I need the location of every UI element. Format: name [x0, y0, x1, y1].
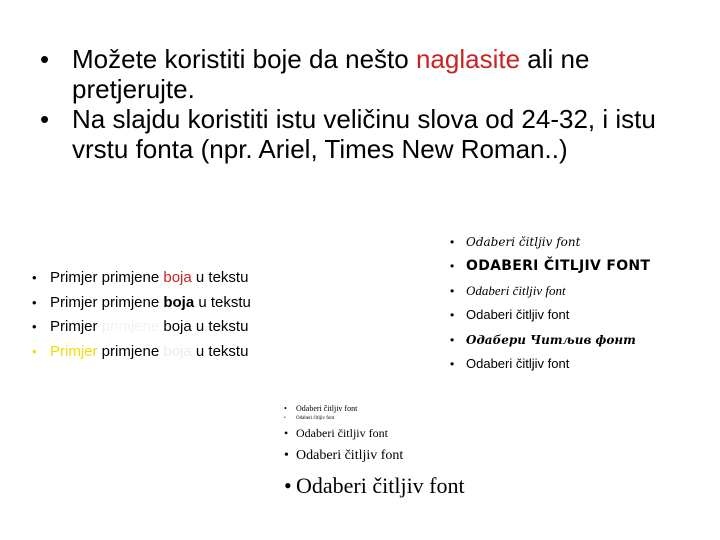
bullet-dot: • [32, 294, 37, 310]
color-example-word: boja [163, 269, 192, 286]
size-example-list [284, 404, 465, 504]
color-example-word: primjene [97, 293, 164, 311]
main-bullet-colors [36, 44, 696, 104]
color-example-word: boja [163, 318, 192, 335]
font-example-item [446, 303, 650, 327]
highlighted-word: naglasite [415, 44, 521, 74]
size-example-text: Odaberi čitljiv font [296, 404, 358, 413]
color-example-word: Primjer [50, 318, 98, 335]
font-example-item [446, 328, 650, 352]
size-example-item [284, 414, 465, 423]
bullet-dot: • [40, 104, 50, 134]
bullet-dot: • [450, 235, 455, 249]
color-example-word: primjene [97, 318, 164, 335]
bullet-dot: • [32, 319, 37, 334]
font-example-text: Odaberi čitljiv font [466, 235, 581, 249]
bullet-dot: • [284, 473, 292, 498]
font-example-text: Одабери Читљив фонт [466, 332, 636, 347]
color-example-word: Primjer [50, 342, 98, 360]
color-example-word: boja [163, 342, 192, 360]
color-example-word: u tekstu [191, 269, 249, 286]
size-example-text: Odaberi čitljiv font [296, 473, 465, 498]
bullet-dot: • [284, 416, 286, 421]
size-example-item [284, 468, 465, 504]
font-example-text: Odaberi čitljiv font [466, 282, 566, 298]
font-example-text: Odaberi čitljiv font [466, 307, 570, 323]
size-example-item [284, 423, 465, 444]
color-example-word: primjene [97, 342, 164, 360]
bullet-dot: • [32, 343, 37, 359]
color-example-word: u tekstu [194, 293, 251, 311]
bullet-dot: • [450, 332, 455, 347]
font-example-text: ODABERI ČITLJIV FONT [466, 258, 651, 275]
font-example-item [446, 352, 650, 376]
color-example-word: u tekstu [191, 342, 249, 360]
font-example-item [446, 254, 650, 278]
bullet-dot: • [450, 283, 455, 298]
main-bullet-fonts [36, 104, 696, 164]
size-example-text: Odaberi čitljiv font [296, 416, 335, 421]
bullet-dot: • [284, 448, 289, 463]
color-example-word: u tekstu [191, 318, 249, 335]
color-example-word: Primjer [50, 269, 98, 286]
bullet-dot: • [450, 259, 455, 274]
color-example-item [28, 266, 251, 291]
bullet-text: Na slajdu koristiti istu veličinu slova od 24-32, i istu vrstu fonta (npr. Ariel, Times New Roman..) [72, 104, 656, 164]
size-example-text: Odaberi čitljiv font [296, 448, 404, 463]
font-example-list [446, 230, 650, 376]
bullet-dot: • [450, 308, 455, 323]
size-example-item [284, 404, 465, 414]
size-example-item [284, 444, 465, 468]
font-example-text: Odaberi čitljiv font [466, 355, 570, 371]
bullet-text-part: ali ne pretjerujte. [72, 44, 590, 104]
color-example-list [28, 266, 251, 364]
bullet-dot: • [450, 356, 455, 371]
font-example-item [446, 279, 650, 303]
color-example-item [28, 340, 251, 365]
font-example-item [446, 230, 650, 254]
bullet-text-part: Možete koristiti boje da nešto [72, 44, 416, 74]
color-example-word: boja [163, 293, 195, 311]
color-example-item [28, 291, 251, 316]
color-example-item [28, 315, 251, 340]
color-example-word: primjene [97, 269, 164, 286]
bullet-dot: • [40, 44, 50, 74]
bullet-dot: • [32, 270, 37, 285]
color-example-word: Primjer [50, 293, 98, 311]
size-example-text: Odaberi čitljiv font [296, 426, 388, 440]
main-bullet-list [36, 44, 696, 164]
bullet-dot: • [284, 426, 289, 440]
bullet-dot: • [284, 404, 287, 413]
